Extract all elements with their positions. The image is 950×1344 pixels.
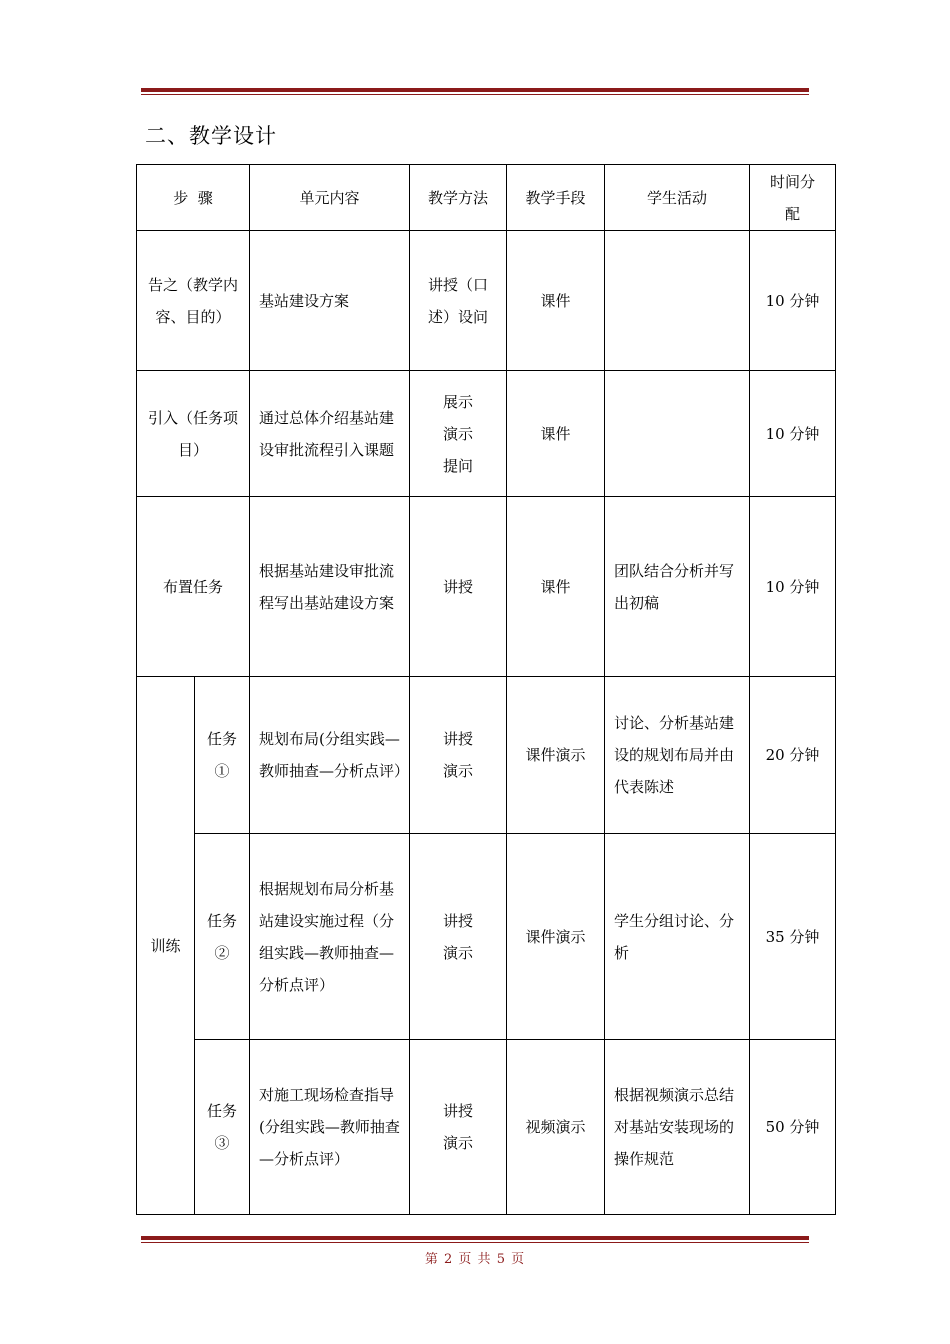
activity-cell: 根据视频演示总结对基站安装现场的操作规范 xyxy=(605,1040,750,1215)
table-row xyxy=(137,1040,836,1215)
header-content: 单元内容 xyxy=(250,165,410,231)
content-cell: 对施工现场检查指导(分组实践—教师抽查—分析点评） xyxy=(250,1040,410,1215)
time-cell: 10 分钟 xyxy=(750,231,836,371)
means-cell: 课件 xyxy=(507,371,605,497)
page-number: 第 2 页 共 5 页 xyxy=(424,1252,526,1267)
table-row xyxy=(137,371,836,497)
time-cell: 50 分钟 xyxy=(750,1040,836,1215)
content-cell: 通过总体介绍基站建设审批流程引入课题 xyxy=(250,371,410,497)
activity-cell: 团队结合分析并写出初稿 xyxy=(605,497,750,677)
means-cell: 视频演示 xyxy=(507,1040,605,1215)
table-row xyxy=(137,231,836,371)
activity-cell xyxy=(605,231,750,371)
step-cell: 布置任务 xyxy=(137,497,250,677)
means-cell: 课件 xyxy=(507,497,605,677)
training-label: 训练 xyxy=(137,677,195,1215)
method-cell: 展示演示提问 xyxy=(410,371,507,497)
header-activity: 学生活动 xyxy=(605,165,750,231)
step-cell: 告之（教学内容、目的） xyxy=(137,231,250,371)
method-cell: 讲授演示 xyxy=(410,677,507,834)
table-row xyxy=(137,677,836,834)
time-cell: 10 分钟 xyxy=(750,371,836,497)
header-method: 教学方法 xyxy=(410,165,507,231)
teaching-design-table xyxy=(136,164,836,1215)
task-cell: 任务③ xyxy=(195,1040,250,1215)
means-cell: 课件 xyxy=(507,231,605,371)
header-step: 步 骤 xyxy=(137,165,250,231)
content-cell: 规划布局(分组实践—教师抽查—分析点评） xyxy=(250,677,410,834)
activity-cell: 学生分组讨论、分析 xyxy=(605,834,750,1040)
content-cell: 基站建设方案 xyxy=(250,231,410,371)
time-cell: 35 分钟 xyxy=(750,834,836,1040)
method-cell: 讲授演示 xyxy=(410,834,507,1040)
activity-cell: 讨论、分析基站建设的规划布局并由代表陈述 xyxy=(605,677,750,834)
method-cell: 讲授 xyxy=(410,497,507,677)
footer-rule xyxy=(141,1236,809,1243)
task-cell: 任务① xyxy=(195,677,250,834)
section-title: 二、教学设计 xyxy=(145,124,277,148)
header-means: 教学手段 xyxy=(507,165,605,231)
time-cell: 20 分钟 xyxy=(750,677,836,834)
activity-cell xyxy=(605,371,750,497)
table-row xyxy=(137,834,836,1040)
content-cell: 根据规划布局分析基站建设实施过程（分组实践—教师抽查—分析点评） xyxy=(250,834,410,1040)
header-time: 时间分配 xyxy=(750,165,836,231)
method-cell: 讲授演示 xyxy=(410,1040,507,1215)
step-cell: 引入（任务项目） xyxy=(137,371,250,497)
task-cell: 任务② xyxy=(195,834,250,1040)
method-cell: 讲授（口述）设问 xyxy=(410,231,507,371)
table-header-row xyxy=(137,165,836,231)
means-cell: 课件演示 xyxy=(507,677,605,834)
means-cell: 课件演示 xyxy=(507,834,605,1040)
table-row xyxy=(137,497,836,677)
header-rule xyxy=(141,88,809,95)
time-cell: 10 分钟 xyxy=(750,497,836,677)
content-cell: 根据基站建设审批流程写出基站建设方案 xyxy=(250,497,410,677)
